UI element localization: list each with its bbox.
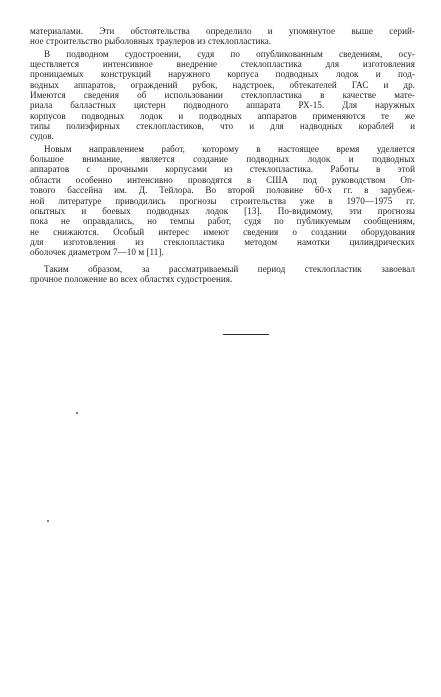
text-line: области особенно интенсивно проводятся в США под руководством Оп- (30, 174, 415, 185)
scan-speck (76, 412, 78, 414)
text-line: Новым направлением работ, которому в настоящее время уделяется (44, 143, 415, 154)
text-line: Имеются сведения об использовании стеклопластика в качестве мате- (30, 90, 415, 101)
text-line: риала балластных цистерн подводного аппарата РХ-15. Для наружных (30, 100, 415, 111)
text-line: тового бассейна им. Д. Тейлора. Во второй половине 60-х гг. в зарубеж- (30, 185, 415, 196)
text-line: опытных и боевых подводных лодок [13]. По-видимому, эти прогнозы (30, 205, 415, 216)
text-line: водных аппаратов, ограждений рубок, надстроек, обтекателей ГАС и др. (30, 79, 415, 90)
text-line: В подводном судостроении, судя по опубликованным сведениям, осу- (44, 48, 415, 59)
text-line: не снижаются. Особый интерес имеют сведения о создании оборудования (30, 226, 415, 237)
document-page (30, 26, 415, 284)
text-line: оболочек диаметром 7—10 м [11]. (30, 247, 164, 258)
paragraph-p2 (30, 144, 415, 258)
text-line: Таким образом, за рассматриваемый период стеклопластик завоевал (44, 263, 415, 274)
text-line: большое внимание, является создание подводных лодок и подводных (30, 154, 415, 165)
text-line: ное строительство рыболовных траулеров из стеклопластика. (30, 36, 272, 47)
text-line: пока не оправдались, но темпы работ, судя по публикуемым сообщениям, (30, 216, 415, 227)
text-line: прочное положение во всех областях судостроения. (30, 273, 233, 284)
text-line: ной литературе приводились прогнозы строительства уже в 1970—1975 гг. (30, 195, 415, 206)
text-line: корпусов подводных лодок и подводных аппаратов применяются те же (30, 110, 415, 121)
text-line: судов. (30, 131, 54, 142)
text-body (30, 26, 415, 284)
text-line: аппаратов с прочными корпусами из стеклопластика. Работы в этой (30, 164, 415, 175)
paragraph-p0 (30, 26, 415, 47)
paragraph-p1 (30, 49, 415, 142)
text-line: материалами. Эти обстоятельства определило и упомянутое выше серий- (30, 26, 415, 36)
text-line: типы полиэфирных стеклопластиков, что и для надводных кораблей и (30, 121, 415, 132)
text-line: для изготовления из стеклопластика методом намотки цилиндрических (30, 236, 415, 247)
scan-speck (47, 520, 49, 522)
section-divider (223, 334, 269, 335)
paragraph-p3 (30, 264, 415, 285)
text-line: ществляется интенсивное внедрение стеклопластика для изготовления (30, 59, 415, 70)
text-line: проницаемых конструкций наружного корпуса подводных лодок и под- (30, 69, 415, 80)
